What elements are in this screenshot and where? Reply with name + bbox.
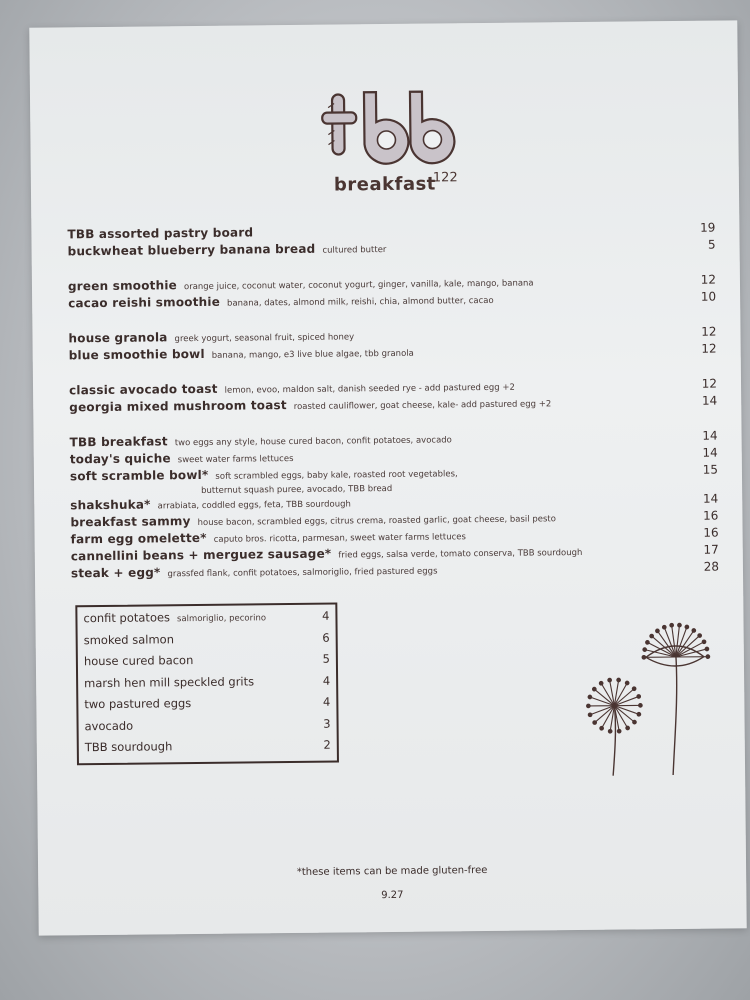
item-name: house granola [68, 330, 168, 346]
side-name: avocado [84, 718, 134, 733]
side-price: 4 [322, 694, 331, 709]
item-name: blue smoothie bowl [68, 346, 205, 363]
side-name: marsh hen mill speckled grits [84, 673, 255, 690]
item-name: buckwheat blueberry banana bread [67, 241, 316, 259]
item-name: breakfast sammy [70, 514, 191, 530]
item-name: georgia mixed mushroom toast [69, 398, 287, 415]
item-name: classic avocado toast [68, 381, 218, 398]
item-price: 5 [707, 237, 716, 252]
side-name: confit potatoes [83, 610, 171, 626]
item-description: banana, mango, e3 live blue algae, tbb granola [211, 348, 414, 361]
side-name: smoked salmon [83, 631, 175, 647]
side-price: 6 [322, 630, 330, 645]
side-name: two pastured eggs [84, 696, 192, 712]
item-price: 12 [700, 272, 717, 287]
item-description: banana, dates, almond milk, reishi, chia, almond butter, cacao [226, 295, 494, 309]
menu-title: breakfast [333, 173, 436, 196]
item-description: orange juice, coconut water, coconut yogurt, ginger, vanilla, kale, mango, banana [183, 278, 534, 293]
item-name: shakshuka* [70, 497, 151, 513]
side-item [84, 630, 330, 654]
gluten-free-note: *these items can be made gluten-free [296, 864, 488, 878]
side-name: TBB sourdough [84, 739, 173, 755]
side-name: house cured bacon [83, 653, 194, 669]
item-price: 14 [702, 445, 718, 460]
item-price: 12 [701, 376, 718, 391]
item-description: fried eggs, salsa verde, tomato conserva, TBB sourdough [338, 547, 583, 561]
dandelion-illustration [575, 617, 717, 778]
item-price: 14 [701, 393, 718, 408]
item-price: 14 [702, 491, 719, 506]
item-price: 17 [703, 542, 719, 557]
item-name: today's quiche [69, 451, 171, 467]
menu-group [67, 221, 715, 262]
sides-box [75, 603, 339, 766]
side-item [85, 716, 331, 740]
menu-group [68, 325, 716, 366]
item-price: 14 [702, 428, 718, 443]
item-price: 16 [703, 525, 719, 540]
item-price: 28 [703, 559, 720, 574]
item-price: 10 [700, 289, 717, 304]
side-price: 4 [322, 608, 330, 623]
side-price: 3 [323, 716, 331, 731]
item-description: arrabiata, coddled eggs, feta, TBB sourdough [157, 499, 351, 512]
side-item [83, 609, 329, 633]
side-price: 2 [323, 737, 331, 752]
item-description: caputo bros. ricotta, parmesan, sweet water farms lettuces [213, 532, 466, 545]
side-description: salmoriglio, pecorino [176, 613, 267, 625]
svg-text:122: 122 [432, 170, 458, 186]
item-description: cultured butter [322, 245, 387, 256]
item-price: 12 [701, 341, 717, 356]
item-name: soft scramble bowl* [69, 467, 209, 484]
item-description: greek yogurt, seasonal fruit, spiced honey [174, 332, 355, 345]
item-description: soft scrambled eggs, baby kale, roasted root vegetables, [215, 469, 458, 482]
item-description: grassfed flank, confit potatoes, salmoriglio, fried pastured eggs [167, 566, 438, 580]
item-price: 15 [702, 462, 719, 477]
item-name: TBB breakfast [69, 434, 168, 450]
side-price: 5 [322, 651, 330, 666]
item-name: steak + egg* [70, 565, 161, 581]
side-item [84, 695, 330, 719]
item-name: farm egg omelette* [70, 530, 207, 547]
item-description: roasted cauliflower, goat cheese, kale- add pastured egg +2 [293, 399, 552, 412]
side-item [84, 673, 330, 697]
item-description: house bacon, scrambled eggs, citrus crema, roasted garlic, goat cheese, basil pesto [197, 514, 556, 528]
menu-sheet [29, 20, 746, 935]
item-name: cannellini beans + merguez sausage* [70, 546, 332, 564]
menu-group [69, 377, 717, 418]
item-description-continued: butternut squash puree, avocado, TBB bread [201, 483, 393, 496]
item-description: two eggs any style, house cured bacon, confit potatoes, avocado [174, 435, 452, 449]
item-name: cacao reishi smoothie [68, 294, 221, 311]
side-price: 4 [322, 673, 331, 688]
item-description: sweet water farms lettuces [177, 453, 294, 466]
menu-group [70, 429, 720, 584]
item-name: TBB assorted pastry board [67, 225, 254, 242]
side-item [85, 738, 331, 762]
item-description: lemon, evoo, maldon salt, danish seeded rye - add pastured egg +2 [224, 382, 515, 396]
menu-group [68, 273, 716, 314]
menu-items [67, 221, 719, 602]
item-price: 16 [703, 508, 719, 523]
side-item [84, 652, 330, 676]
item-name: green smoothie [67, 278, 178, 294]
item-price: 19 [700, 220, 716, 235]
menu-date: 9.27 [381, 889, 404, 902]
item-price: 12 [701, 324, 717, 339]
